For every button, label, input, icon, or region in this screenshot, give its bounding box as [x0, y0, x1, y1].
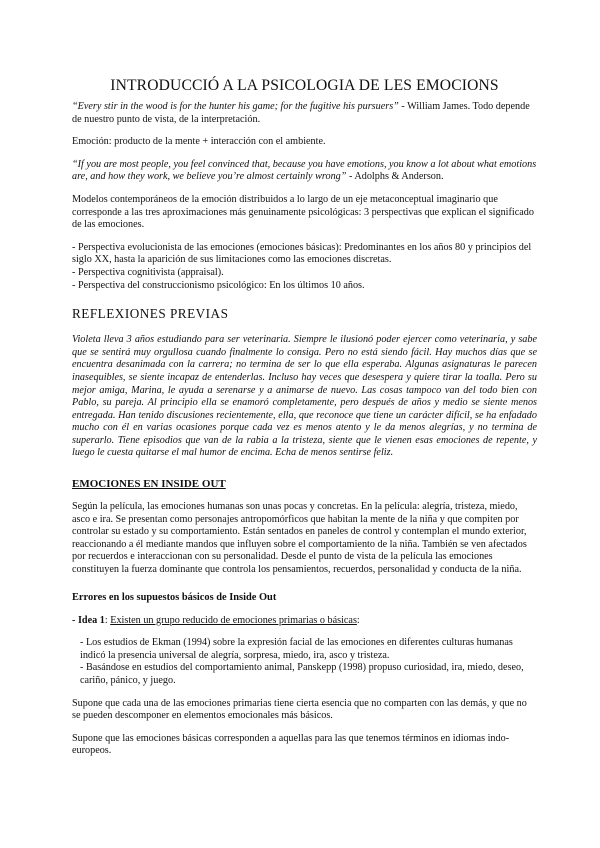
- perspective-cognitivist: - Perspectiva cognitivista (appraisal).: [72, 266, 224, 278]
- james-quote-paragraph: [72, 101, 537, 126]
- idea-1-label: - Idea 1: [72, 614, 105, 626]
- idea-1: [72, 615, 537, 628]
- errors-heading: Errores en los supuestos básicos de Inside Out: [72, 591, 277, 603]
- primary-emotions-paragraph: Supone que cada una de las emociones primarias tiene cierta esencia que no comparten con las demás, y que no se pueden descomponer en elementos emocionales más básicos.: [72, 697, 527, 722]
- idea-1-end: :: [356, 614, 360, 626]
- adolphs-quote-attribution: - Adolphs & Anderson.: [346, 171, 444, 183]
- basic-emotions-paragraph: Supone que las emociones básicas corresponden a aquellas para las que tenemos términos en idiomas indo-europeos.: [72, 732, 510, 757]
- violeta-story: Violeta lleva 3 años estudiando para ser veterinaria. Siempre le ilusionó poder ejercer como veterinaria, y sabe que se sentirá muy orgullosa cuando finalmente lo consiga. Pero no está siendo fácil. Hay muchos días que se encuentra desanimada con la carrera; no termina de ser lo que ella esperaba. Algunas asignaturas le parecen inasequibles, se siente incapaz de entenderlas. Incluso hay veces que desespera y quiere tirar la toalla. Pero su mejor amiga, Marina, le ayuda a serenarse y a animarse de nuevo. Las cosas tampoco van del todo bien con Pablo, su pareja. Al principio ella se enamoró completamente, pero después de años y medio se siente menos entregada. Han tenido discusiones recientemente, ella, que reconoce que tiene un carácter difícil, se ha enfadado mucho con él en varias ocasiones porque cada vez es menos atento y le da menos alegrías, y no termina de superarlo. Tiene episodios que van de la rabia a la tristeza, siente que le vienen esas emociones de repente, y luego le cuesta quitarse el mal humor de encima. Echa de menos sentirse feliz.: [72, 334, 537, 459]
- emotion-definition: Emoción: producto de la mente + interacción con el ambiente.: [72, 136, 326, 148]
- idea-1-colon: :: [104, 614, 111, 626]
- idea-1-statement: Existen un grupo reducido de emociones primarias o básicas: [110, 614, 357, 626]
- document-title: INTRODUCCIÓ A LA PSICOLOGIA DE LES EMOCIONS: [110, 77, 499, 94]
- james-quote: “Every stir in the wood is for the hunter his game; for the fugitive his pursuers”: [72, 101, 399, 112]
- section-heading-inside-out: EMOCIONES EN INSIDE OUT: [72, 478, 226, 491]
- section-heading-reflexiones: REFLEXIONES PREVIAS: [72, 306, 229, 322]
- perspective-constructionist: - Perspectiva del construccionismo psicológico: En los últimos 10 años.: [72, 279, 365, 291]
- perspective-evolutionist: - Perspectiva evolucionista de las emociones (emociones básicas): Predominantes en los años 80 y principios del siglo XX, hasta la aparición de sus limitaciones como las emociones discretas.: [72, 241, 532, 266]
- models-paragraph: Modelos contemporáneos de la emoción distribuidos a lo largo de un eje metaconceptual imaginario que corresponde a las tres aproximaciones más genuinamente psicológicas: 3 perspectivas que explican el significado de las emociones.: [72, 193, 534, 231]
- document-page: [72, 0, 537, 758]
- perspectives-list: [72, 242, 537, 292]
- adolphs-quote-paragraph: [72, 159, 537, 184]
- inside-out-paragraph: Según la película, las emociones humanas son unas pocas y concretas. En la película: alegría, tristeza, miedo, asco e ira. Se presentan como personajes antropomórficos que habitan la mente de la niña y que compiten por controlar su estado y su comportamiento. Están sentados en paneles de control y contemplan el mundo exterior, reaccionando a él mediante mandos que influyen sobre el comportamiento de la niña. También se ven afectados por recuerdos e interaccionan con su personalidad. Desde el punto de vista de la película las emociones constituyen la fuerza dominante que controla los pensamientos, recuerdos, personalidad y conducta de la niña.: [72, 501, 527, 576]
- adolphs-quote: “If you are most people, you feel convinced that, because you have emotions, you know a lot about what emotions are, and how they work, we believe you’re almost certainly wrong”: [72, 158, 537, 183]
- james-quote-attribution: - William James. Todo depende de nuestro punto de vista, de la interpretación.: [72, 101, 530, 125]
- panksepp-point: - Basándose en estudios del comportamiento animal, Panskepp (1998) propuso curiosidad, ira, miedo, deseo, cariño, pánico, y juego.: [80, 662, 524, 686]
- ekman-point: - Los estudios de Ekman (1994) sobre la expresión facial de las emociones en diferentes culturas humanas indicó la presencia universal de alegría, sorpresa, miedo, ira, asco y tristeza.: [80, 637, 513, 661]
